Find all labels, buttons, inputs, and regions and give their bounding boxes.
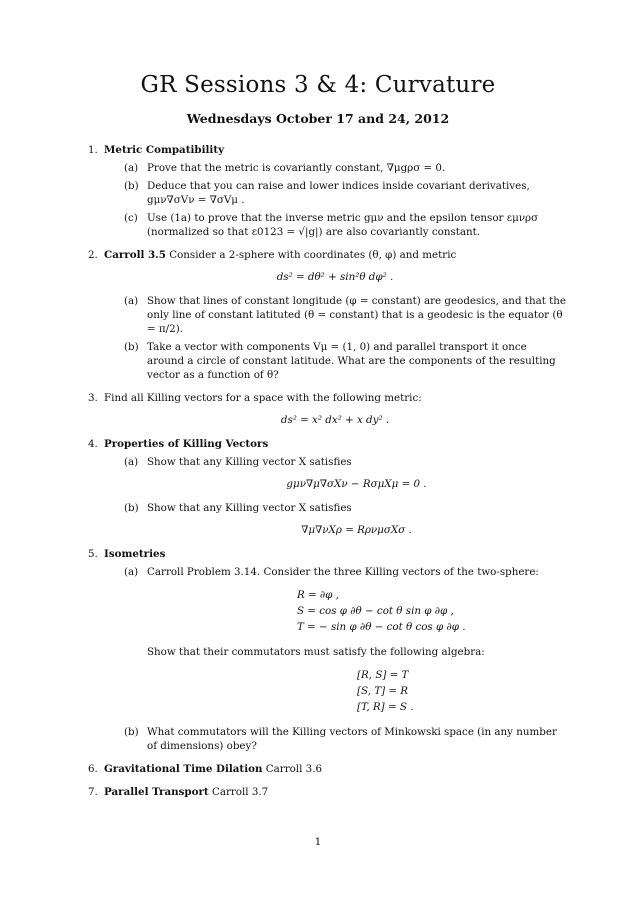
equation: [R, S] = T bbox=[357, 669, 409, 681]
subproblem-5a bbox=[124, 565, 566, 715]
subproblem-2b bbox=[124, 340, 566, 382]
subproblem-text: What commutators will the Killing vectors of Minkowski space (in any number of dimensions) obey? bbox=[147, 726, 557, 752]
problem-number: 4. bbox=[88, 438, 98, 450]
subproblem-text: Prove that the metric is covariantly constant, ∇μgρσ = 0. bbox=[147, 162, 446, 174]
commutator-algebra bbox=[357, 667, 566, 715]
subproblem-text: Take a vector with components Vμ = (1, 0) and parallel transport it once around a circle of constant latitude. What are the components of the resulting vector as a function of θ? bbox=[147, 341, 556, 381]
subproblem-label: (a) bbox=[124, 295, 139, 307]
subproblem-note: Show that their commutators must satisfy the following algebra: bbox=[147, 646, 485, 658]
subproblem-text: Show that lines of constant longitude (φ = constant) are geodesics, and that the only line of constant latituted (θ = constant) that is a geodesic is the equator (θ = π/2). bbox=[147, 295, 566, 335]
equation: T = − sin φ ∂θ − cot θ cos φ ∂φ . bbox=[297, 621, 466, 633]
subproblem-text: Use (1a) to prove that the inverse metric gμν and the epsilon tensor εμνρσ (normalized so that ε0123 = √|g|) are also covariantly constant. bbox=[147, 212, 539, 238]
problem-number: 6. bbox=[88, 763, 98, 775]
subproblem-1b bbox=[124, 179, 566, 207]
killing-vectors-equations bbox=[297, 587, 566, 635]
problem-heading: Parallel Transport bbox=[104, 786, 209, 798]
problem-number: 5. bbox=[88, 548, 98, 560]
equation: ds² = dθ² + sin²θ dφ² . bbox=[276, 271, 394, 283]
problem-number: 1. bbox=[88, 144, 98, 156]
subproblem-4a bbox=[124, 455, 566, 491]
subproblem-label: (b) bbox=[124, 502, 139, 514]
problem-number: 3. bbox=[88, 392, 98, 404]
equation: ∇μ∇νXρ = RρνμσXσ . bbox=[301, 524, 412, 536]
equation: [S, T] = R bbox=[357, 685, 409, 697]
equation: R = ∂φ , bbox=[297, 589, 340, 601]
problem-number: 2. bbox=[88, 249, 98, 261]
subproblem-text: Carroll Problem 3.14. Consider the three Killing vectors of the two-sphere: bbox=[147, 566, 539, 578]
problem-text: Consider a 2-sphere with coordinates (θ, φ) and metric bbox=[169, 249, 457, 261]
equation: [T, R] = S . bbox=[357, 701, 414, 713]
page-number: 1 bbox=[314, 836, 322, 848]
problem-heading: Isometries bbox=[104, 548, 166, 560]
problem-6 bbox=[88, 762, 566, 776]
problem-1 bbox=[88, 143, 566, 239]
subproblem-5b bbox=[124, 725, 566, 753]
subproblem-label: (a) bbox=[124, 566, 139, 578]
subproblem-4b bbox=[124, 501, 566, 537]
problem-7 bbox=[88, 785, 566, 799]
subproblem-text: Deduce that you can raise and lower indices inside covariant derivatives, gμν∇σVν = ∇σVμ . bbox=[147, 180, 530, 206]
subproblem-1c bbox=[124, 211, 566, 239]
subproblem-label: (c) bbox=[124, 212, 138, 224]
problem-3 bbox=[88, 391, 566, 427]
problem-5 bbox=[88, 547, 566, 753]
page-subtitle: Wednesdays October 17 and 24, 2012 bbox=[186, 111, 450, 126]
problem-text: Carroll 3.7 bbox=[211, 786, 269, 798]
problem-number: 7. bbox=[88, 786, 98, 798]
problem-2 bbox=[88, 248, 566, 382]
problem-heading: Gravitational Time Dilation bbox=[104, 763, 263, 775]
page-title: GR Sessions 3 & 4: Curvature bbox=[140, 72, 496, 98]
problem-heading: Carroll 3.5 bbox=[104, 249, 166, 261]
equation: ds² = x² dx² + x dy² . bbox=[280, 414, 390, 426]
equation: gμν∇μ∇σXν − RσμXμ = 0 . bbox=[286, 478, 427, 490]
problem-list bbox=[88, 143, 566, 808]
problem-heading: Metric Compatibility bbox=[104, 144, 225, 156]
problem-heading: Properties of Killing Vectors bbox=[104, 438, 269, 450]
subproblem-label: (b) bbox=[124, 180, 139, 192]
subproblem-label: (b) bbox=[124, 726, 139, 738]
problem-text: Carroll 3.6 bbox=[265, 763, 323, 775]
subproblem-1a bbox=[124, 161, 566, 175]
problem-text: Find all Killing vectors for a space with the following metric: bbox=[104, 392, 422, 404]
subproblem-2a bbox=[124, 294, 566, 336]
subproblem-label: (a) bbox=[124, 162, 139, 174]
subproblem-label: (b) bbox=[124, 341, 139, 353]
problem-4 bbox=[88, 437, 566, 537]
subproblem-text: Show that any Killing vector X satisfies bbox=[147, 502, 352, 514]
subproblem-text: Show that any Killing vector X satisfies bbox=[147, 456, 352, 468]
subproblem-label: (a) bbox=[124, 456, 139, 468]
equation: S = cos φ ∂θ − cot θ sin φ ∂φ , bbox=[297, 605, 454, 617]
